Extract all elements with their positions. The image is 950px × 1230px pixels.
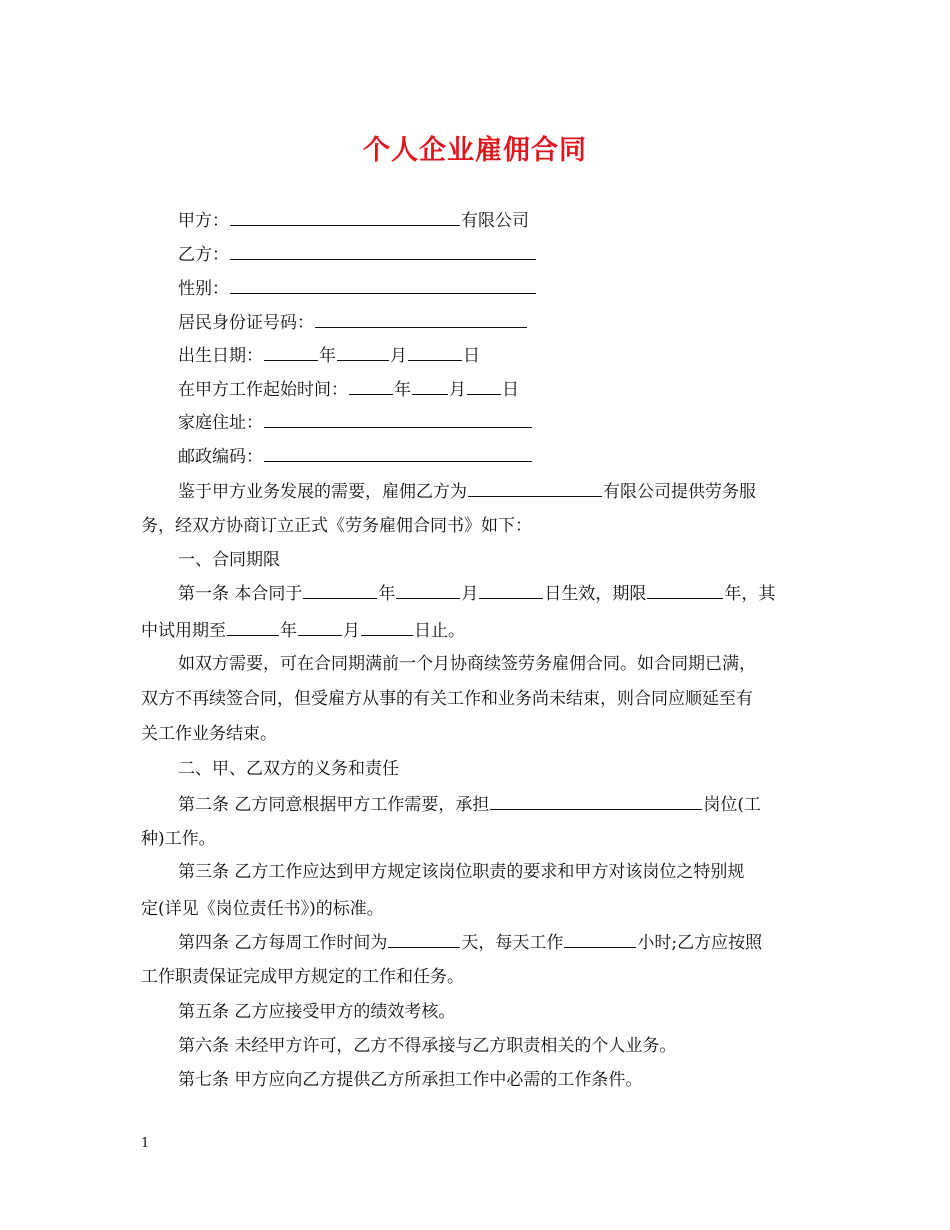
- start-date-label: 在甲方工作起始时间：: [178, 380, 348, 400]
- article-1-text-2b: 年: [280, 621, 297, 641]
- id-number-blank: [315, 310, 527, 328]
- article-2-text-a: 第二条 乙方同意根据甲方工作需要，承担: [178, 795, 490, 815]
- article-2-position-blank: [490, 792, 702, 810]
- party-a-label: 甲方：: [178, 211, 229, 231]
- page-number: 1: [141, 1136, 150, 1151]
- article-1-text-b: 年: [378, 584, 396, 604]
- article-1-line-2: [141, 618, 465, 643]
- article-4-text-b: 天，每天工作: [461, 933, 564, 953]
- article-2-text-b: 岗位(工: [703, 795, 762, 815]
- article-2-line-1: [178, 792, 761, 817]
- probation-year-blank: [227, 618, 279, 636]
- party-b-blank: [230, 242, 536, 260]
- article-6: 第六条 未经甲方许可，乙方不得承接与乙方职责相关的个人业务。: [178, 1036, 677, 1056]
- article-1-text-e: 年，其: [724, 584, 776, 604]
- birth-date-line: [178, 343, 480, 368]
- article-2-line-2: 种)工作。: [141, 829, 216, 849]
- party-a-blank: [230, 208, 460, 226]
- start-year-blank: [349, 377, 393, 395]
- section-1-heading: 一、合同期限: [178, 550, 280, 570]
- article-1-line-1: [178, 581, 775, 606]
- article-1-text-c: 月: [461, 584, 479, 604]
- start-date-line: [178, 377, 519, 402]
- postcode-line: [178, 444, 533, 469]
- article-1-text-2c: 月: [343, 621, 360, 641]
- renewal-line-3: 关工作业务结束。: [141, 724, 277, 744]
- birth-month-label: 月: [390, 346, 407, 366]
- intro-company-blank: [468, 479, 602, 497]
- intro-line-2: 务，经双方协商订立正式《劳务雇佣合同书》如下：: [141, 516, 532, 536]
- start-month-blank: [412, 377, 448, 395]
- article-4-days-blank: [388, 930, 460, 948]
- birth-day-label: 日: [463, 346, 480, 366]
- address-label: 家庭住址：: [178, 413, 263, 433]
- article-1-text-2a: 中试用期至: [141, 621, 226, 641]
- gender-blank: [230, 276, 536, 294]
- start-year-label: 年: [394, 380, 411, 400]
- start-day-blank: [467, 377, 501, 395]
- start-month-label: 月: [449, 380, 466, 400]
- article-1-text-d: 日生效，期限: [544, 584, 647, 604]
- party-b-label: 乙方：: [178, 245, 229, 265]
- birth-year-blank: [264, 343, 318, 361]
- gender-label: 性别：: [178, 279, 229, 299]
- article-3-line-2: 定(详见《岗位责任书》)的标准。: [141, 899, 384, 919]
- birth-month-blank: [337, 343, 389, 361]
- article-7: 第七条 甲方应向乙方提供乙方所承担工作中必需的工作条件。: [178, 1070, 643, 1090]
- document-title: 个人企业雇佣合同: [363, 135, 587, 166]
- article-5: 第五条 乙方应接受甲方的绩效考核。: [178, 1002, 456, 1022]
- postcode-blank: [264, 444, 532, 462]
- article-4-text-a: 第四条 乙方每周工作时间为: [178, 933, 388, 953]
- party-b-line: [178, 242, 537, 267]
- article-1-term-blank: [647, 581, 723, 599]
- birth-year-label: 年: [319, 346, 336, 366]
- renewal-line-2: 双方不再续签合同，但受雇方从事的有关工作和业务尚未结束，则合同应顺延至有: [141, 689, 753, 709]
- article-4-line-2: 工作职责保证完成甲方规定的工作和任务。: [141, 967, 464, 987]
- article-1-text-a: 第一条 本合同于: [178, 584, 303, 604]
- article-4-hours-blank: [564, 930, 636, 948]
- article-1-day-blank: [479, 581, 543, 599]
- address-line: [178, 410, 533, 435]
- article-1-year-blank: [303, 581, 377, 599]
- article-4-text-c: 小时;乙方应按照: [637, 933, 763, 953]
- gender-line: [178, 276, 537, 301]
- renewal-line-1: 如双方需要，可在合同期满前一个月协商续签劳务雇佣合同。如合同期已满，: [178, 654, 756, 674]
- intro-text-1: 鉴于甲方业务发展的需要，雇佣乙方为: [178, 482, 467, 502]
- article-1-text-2d: 日止。: [414, 621, 465, 641]
- id-number-label: 居民身份证号码：: [178, 313, 314, 333]
- intro-line-1: [178, 479, 756, 504]
- section-2-heading: 二、甲、乙双方的义务和责任: [178, 759, 399, 779]
- intro-text-2: 有限公司提供劳务服: [603, 482, 756, 502]
- postcode-label: 邮政编码：: [178, 447, 263, 467]
- start-day-label: 日: [502, 380, 519, 400]
- id-number-line: [178, 310, 528, 335]
- party-a-line: [178, 208, 529, 233]
- probation-day-blank: [361, 618, 413, 636]
- article-1-month-blank: [396, 581, 460, 599]
- probation-month-blank: [298, 618, 342, 636]
- article-4-line-1: [178, 930, 762, 955]
- birth-date-label: 出生日期：: [178, 346, 263, 366]
- address-blank: [264, 410, 532, 428]
- article-3-line-1: 第三条 乙方工作应达到甲方规定该岗位职责的要求和甲方对该岗位之特别规: [178, 862, 745, 882]
- party-a-suffix: 有限公司: [461, 211, 529, 231]
- birth-day-blank: [408, 343, 462, 361]
